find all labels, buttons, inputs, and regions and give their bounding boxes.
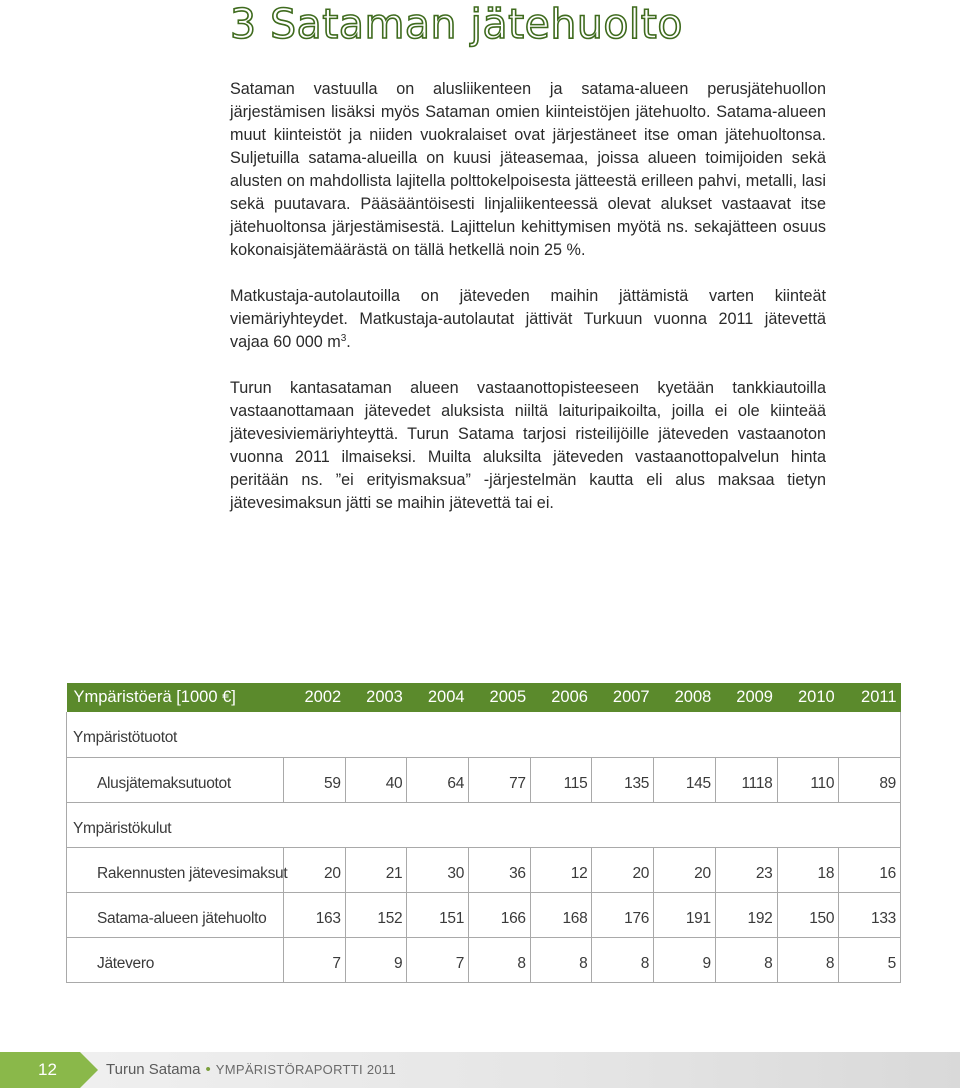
table-cell: 36: [469, 847, 531, 892]
table-cell: 191: [654, 892, 716, 937]
superscript: 3: [340, 333, 347, 344]
page-footer: [0, 1052, 960, 1088]
table-cell: 8: [530, 937, 592, 982]
row-label: Jätevero: [67, 937, 284, 982]
environment-costs-table-container: [66, 683, 901, 983]
table-row: [67, 937, 901, 982]
table-cell: 12: [530, 847, 592, 892]
table-cell: 166: [469, 892, 531, 937]
table-cell: 8: [715, 937, 777, 982]
body-text: [230, 78, 826, 515]
table-cell: 8: [469, 937, 531, 982]
environment-costs-table: [66, 683, 901, 983]
table-header-year: 2010: [797, 688, 835, 706]
table-cell: 192: [715, 892, 777, 937]
section-title: Ympäristökulut: [67, 802, 901, 847]
table-cell: 176: [592, 892, 654, 937]
table-cell: 168: [530, 892, 592, 937]
table-header-year: 2003: [366, 688, 403, 706]
table-cell: 151: [407, 892, 469, 937]
table-section-row: [67, 712, 901, 757]
table-cell: 8: [777, 937, 839, 982]
table-header-year: 2011: [861, 688, 897, 706]
row-label: Alusjätemaksutuotot: [67, 757, 284, 802]
table-cell: 20: [284, 847, 346, 892]
table-cell: 18: [777, 847, 839, 892]
table-cell: 133: [839, 892, 901, 937]
table-header-row: [67, 683, 901, 712]
table-cell: 16: [839, 847, 901, 892]
table-cell: 163: [284, 892, 346, 937]
page-title: 3 Sataman jätehuolto: [230, 0, 683, 48]
paragraph-text: Matkustaja-autolautoilla on jäteveden maihin jättämistä varten kiinteät viemäriyhteydet. Matkustaja-autolautat jättivät Turkuun vuonna 2011 jätevettä vajaa 60 000 m: [230, 287, 826, 351]
table-cell: 23: [715, 847, 777, 892]
footer-report-title: YMPÄRISTÖRAPORTTI 2011: [215, 1062, 396, 1077]
table-row: [67, 847, 901, 892]
table-header-year: 2005: [489, 688, 527, 706]
table-header-label: Ympäristöerä [1000 €]: [73, 688, 236, 706]
table-cell: 5: [839, 937, 901, 982]
table-cell: 20: [592, 847, 654, 892]
table-header-year: 2006: [551, 688, 588, 706]
table-row: [67, 757, 901, 802]
table-cell: 145: [654, 757, 716, 802]
footer-publisher: Turun Satama: [106, 1061, 201, 1078]
table-cell: 20: [654, 847, 716, 892]
paragraph: [230, 285, 826, 354]
table-cell: 1118: [715, 757, 777, 802]
table-cell: 115: [530, 757, 592, 802]
table-header-year: 2008: [674, 688, 712, 706]
paragraph: Turun kantasataman alueen vastaanottopisteeseen kyetään tankkiautoilla vastaanottamaan jätevedet aluksista niiltä laituripaikoilta, joilla ei ole kiinteää jätevesiviemäriyhteyttä. Turun Satama tarjosi risteilijöille jäteveden vastaanoton vuonna 2011 ilmaiseksi. Muilta aluksilta jäteveden vastaanottopalvelun hinta peritään ns. ”ei erityismaksua” -järjestelmän kautta eli alus maksaa tietyn jätevesimaksun jätti se maihin jätevettä tai ei.: [230, 379, 826, 512]
table-header-year: 2007: [612, 688, 650, 706]
table-cell: 9: [654, 937, 716, 982]
table-section-row: [67, 802, 901, 847]
table-cell: 30: [407, 847, 469, 892]
table-cell: 7: [284, 937, 346, 982]
table-cell: 152: [345, 892, 407, 937]
table-cell: 59: [284, 757, 346, 802]
paragraph: Sataman vastuulla on alusliikenteen ja satama-alueen perusjätehuollon järjestämisen lisäksi myös Sataman omien kiinteistöjen jätehuolto. Satama-alueen muut kiinteistöt ja niiden vuokralaiset ovat järjestäneet itse oman jätehuoltonsa. Suljetuilla satama-alueilla on kuusi jäteasemaa, joissa alueen toimijoiden sekä alusten on mahdollista lajitella polttokelpoisesta jätteestä erilleen pahvi, metalli, lasi sekä puutavara. Pääsääntöisesti linjaliikenteessä olevat alukset vastaavat itse jätehuoltonsa järjestämisestä. Lajittelun kehittymisen myötä ns. sekajätteen osuus kokonaisjätemäärästä on tällä hetkellä noin 25 %.: [230, 80, 826, 259]
table-cell: 7: [407, 937, 469, 982]
table-header-year: 2009: [736, 688, 773, 706]
table-header-year: 2004: [427, 688, 465, 706]
page-number: 12: [38, 1060, 57, 1079]
table-cell: 21: [345, 847, 407, 892]
paragraph-end: .: [346, 333, 351, 351]
table-cell: 110: [777, 757, 839, 802]
table-cell: 8: [592, 937, 654, 982]
table-header-year: 2002: [304, 688, 342, 706]
footer-separator: •: [205, 1061, 211, 1078]
table-row: [67, 892, 901, 937]
row-label: Satama-alueen jätehuolto: [67, 892, 284, 937]
table-cell: 77: [469, 757, 531, 802]
section-title: Ympäristötuotot: [67, 712, 901, 757]
table-cell: 9: [345, 937, 407, 982]
table-cell: 64: [407, 757, 469, 802]
table-cell: 135: [592, 757, 654, 802]
row-label: Rakennusten jätevesimaksut: [67, 847, 284, 892]
table-cell: 150: [777, 892, 839, 937]
page-number-arrow: [80, 1052, 98, 1088]
table-cell: 89: [839, 757, 901, 802]
footer-text: [106, 1061, 396, 1078]
table-cell: 40: [345, 757, 407, 802]
